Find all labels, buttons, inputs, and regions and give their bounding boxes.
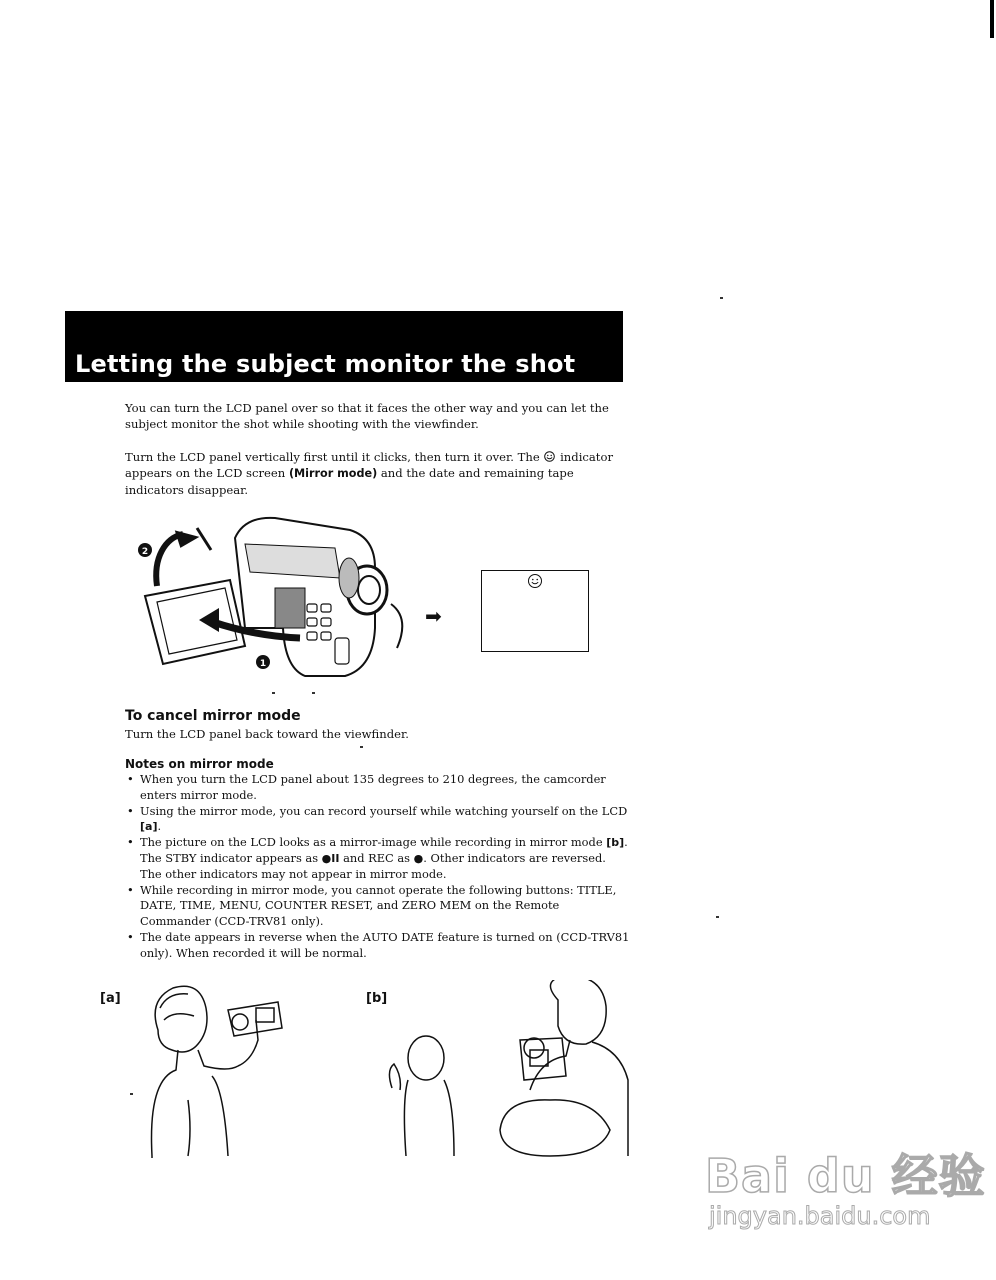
baidu-jingyan-watermark xyxy=(705,1140,986,1250)
intro-paragraph: You can turn the LCD panel over so that it faces the other way and you can let the subject monitor the shot while shooting with the viewfinder. xyxy=(125,401,609,431)
watermark-logo-text: Bai du 经验 xyxy=(705,1149,986,1203)
illustration-a-person-recording xyxy=(128,980,288,1160)
note-item: • Using the mirror mode, you can record yourself while watching yourself on the LCD [a]. xyxy=(125,804,630,836)
note-item: • When you turn the LCD panel about 135 degrees to 210 degrees, the camcorder enters mirror mode. xyxy=(125,772,630,804)
instruction-text-c: and the date and remaining tape indicators disappear. xyxy=(125,466,574,497)
instruction-paragraph xyxy=(125,449,623,498)
mirror-mode-icon xyxy=(527,573,543,589)
illustration-b-mirror-recording xyxy=(380,980,630,1160)
mirror-mode-label: (Mirror mode) xyxy=(288,467,378,480)
scan-speck xyxy=(312,692,315,694)
scan-speck xyxy=(360,746,363,748)
watermark-url: jingyan.baidu.com xyxy=(709,1202,931,1230)
label-a: [a] xyxy=(100,991,121,1006)
mirror-mode-icon xyxy=(543,451,556,462)
instruction-text-a: Turn the LCD panel vertically first until it clicks, then turn it over. The xyxy=(125,450,540,464)
instruction-text-b: indicator appears on the LCD screen xyxy=(125,450,613,480)
cancel-heading: To cancel mirror mode xyxy=(125,708,301,724)
title-bar xyxy=(65,311,623,382)
note-item: • The picture on the LCD looks as a mirror-image while recording in mirror mode [b]. The STBY indicator appears as ●II and REC as ●. Other indicators are reversed. The other indicators may not appear in mirror mode. xyxy=(125,835,630,882)
stby-symbol: ●II xyxy=(321,851,340,865)
page-title: Letting the subject monitor the shot xyxy=(75,350,576,378)
rec-symbol: ● xyxy=(413,851,424,865)
arrow-right-icon: ➡ xyxy=(425,604,442,628)
scan-speck xyxy=(720,297,723,299)
page-edge-mark xyxy=(990,0,994,38)
scan-speck xyxy=(716,916,719,918)
lcd-screen-preview xyxy=(481,570,589,652)
scan-speck xyxy=(272,692,275,694)
note-item: • While recording in mirror mode, you cannot operate the following buttons: TITLE, DATE, TIME, MENU, COUNTER RESET, and ZERO MEM on the Remote Commander (CCD-TRV81 only). xyxy=(125,883,630,930)
notes-heading: Notes on mirror mode xyxy=(125,757,274,771)
label-b: [b] xyxy=(366,991,388,1006)
cancel-text: Turn the LCD panel back toward the viewfinder. xyxy=(125,727,409,741)
camcorder-illustration xyxy=(135,508,435,688)
scan-speck xyxy=(130,1093,133,1095)
svg-text:1: 1 xyxy=(259,659,267,669)
note-item: • The date appears in reverse when the AUTO DATE feature is turned on (CCD-TRV81 only). When recorded it will be normal. xyxy=(125,930,630,962)
notes-list xyxy=(125,772,630,962)
svg-text:2: 2 xyxy=(141,547,149,557)
